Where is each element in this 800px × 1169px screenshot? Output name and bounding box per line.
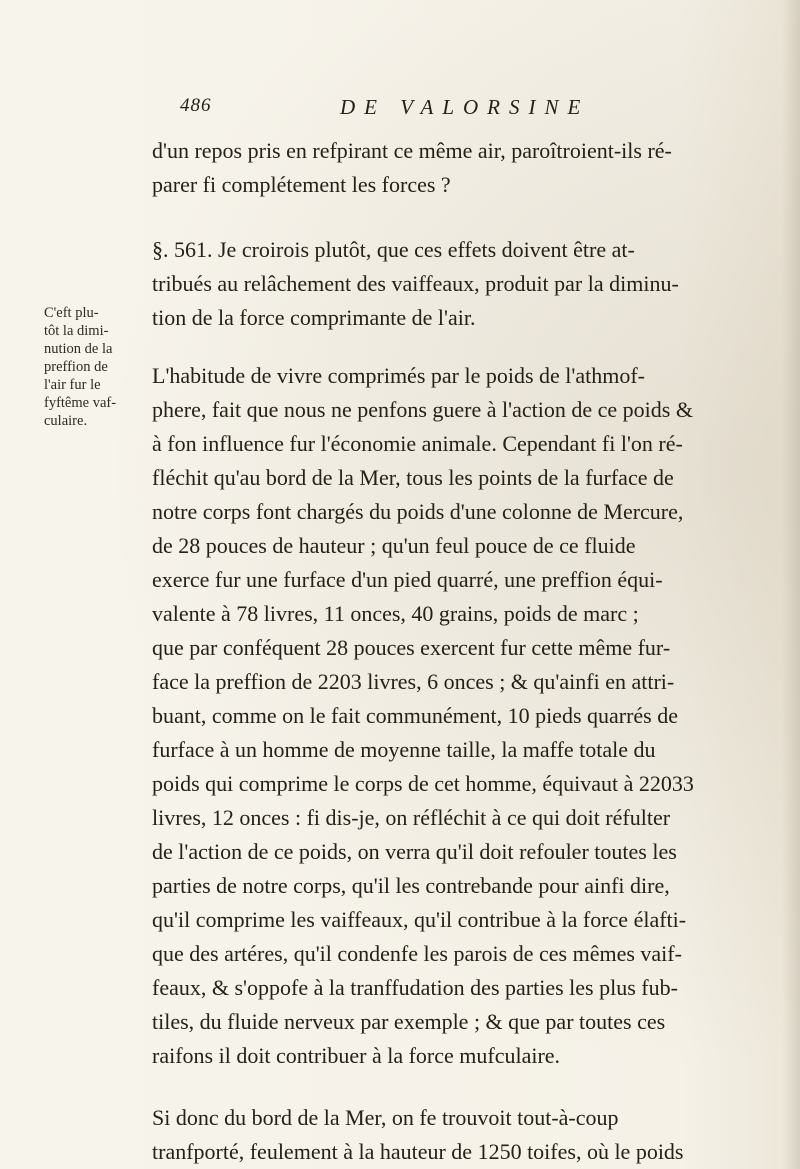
text-line: que des artéres, qu'il condenfe les parois de ces mêmes vaif- <box>152 941 682 966</box>
text-line: tion de la force comprimante de l'air. <box>152 305 476 330</box>
text-line: valente à 78 livres, 11 onces, 40 grains, poids de marc ; <box>152 601 639 626</box>
page-number: 486 <box>180 95 212 116</box>
margin-note-line: culaire. <box>44 413 88 429</box>
text-line: de l'action de ce poids, on verra qu'il doit refouler toutes les <box>152 839 677 864</box>
text-line: notre corps font chargés du poids d'une colonne de Mercure, <box>152 499 684 524</box>
page-edge-shadow <box>782 0 800 1169</box>
text-line: fléchit qu'au bord de la Mer, tous les points de la furface de <box>152 465 674 490</box>
text-line: phere, fait que nous ne penfons guere à l'action de ce poids & <box>152 397 693 422</box>
running-title: DE VALORSINE <box>340 95 590 119</box>
text-line: tribués au relâchement des vaiffeaux, produit par la diminu- <box>152 271 679 296</box>
text-line: de 28 pouces de hauteur ; qu'un feul pouce de ce fluide <box>152 533 636 558</box>
margin-note-line: tôt la dimi- <box>44 323 109 339</box>
text-line: que par conféquent 28 pouces exercent fur cette même fur- <box>152 635 671 660</box>
text-line: parer fi complétement les forces ? <box>152 172 451 197</box>
text-line: exerce fur une furface d'un pied quarré, une preffion équi- <box>152 567 663 592</box>
text-line: L'habitude de vivre comprimés par le poids de l'athmof- <box>152 363 646 388</box>
margin-note-line: C'eft plu- <box>44 305 99 321</box>
text-line: livres, 12 onces : fi dis-je, on réfléchit à ce qui doit réfulter <box>152 805 671 830</box>
text-line: tiles, du fluide nerveux par exemple ; & que par toutes ces <box>152 1009 666 1034</box>
text-line: raifons il doit contribuer à la force mufculaire. <box>152 1043 561 1068</box>
text-line: d'un repos pris en refpirant ce même air, paroîtroient-ils ré- <box>152 138 672 163</box>
text-line: face la preffion de 2203 livres, 6 onces ; & qu'ainfi en attri- <box>152 669 675 694</box>
text-line: poids qui comprime le corps de cet homme, équivaut à 22033 <box>152 771 694 796</box>
text-line: §. 561. Je croirois plutôt, que ces effets doivent être at- <box>152 237 635 262</box>
margin-note-line: l'air fur le <box>44 377 101 393</box>
text-line: parties de notre corps, qu'il les contrebande pour ainfi dire, <box>152 873 670 898</box>
text-line: Si donc du bord de la Mer, on fe trouvoit tout-à-coup <box>152 1105 619 1130</box>
page-header <box>180 95 660 125</box>
text-line: feaux, & s'oppofe à la tranffudation des parties les plus fub- <box>152 975 678 1000</box>
text-line: tranfporté, feulement à la hauteur de 1250 toifes, où le poids <box>152 1139 684 1164</box>
text-line: à fon influence fur l'économie animale. Cependant fi l'on ré- <box>152 431 683 456</box>
text-line: qu'il comprime les vaiffeaux, qu'il contribue à la force élafti- <box>152 907 687 932</box>
text-line: furface à un homme de moyenne taille, la maffe totale du <box>152 737 656 762</box>
text-line: buant, comme on le fait communément, 10 pieds quarrés de <box>152 703 679 728</box>
margin-note-line: preffion de <box>44 359 108 375</box>
margin-note-line: nution de la <box>44 341 113 357</box>
margin-note <box>44 304 130 430</box>
margin-note-line: fyftême vaf- <box>44 395 117 411</box>
